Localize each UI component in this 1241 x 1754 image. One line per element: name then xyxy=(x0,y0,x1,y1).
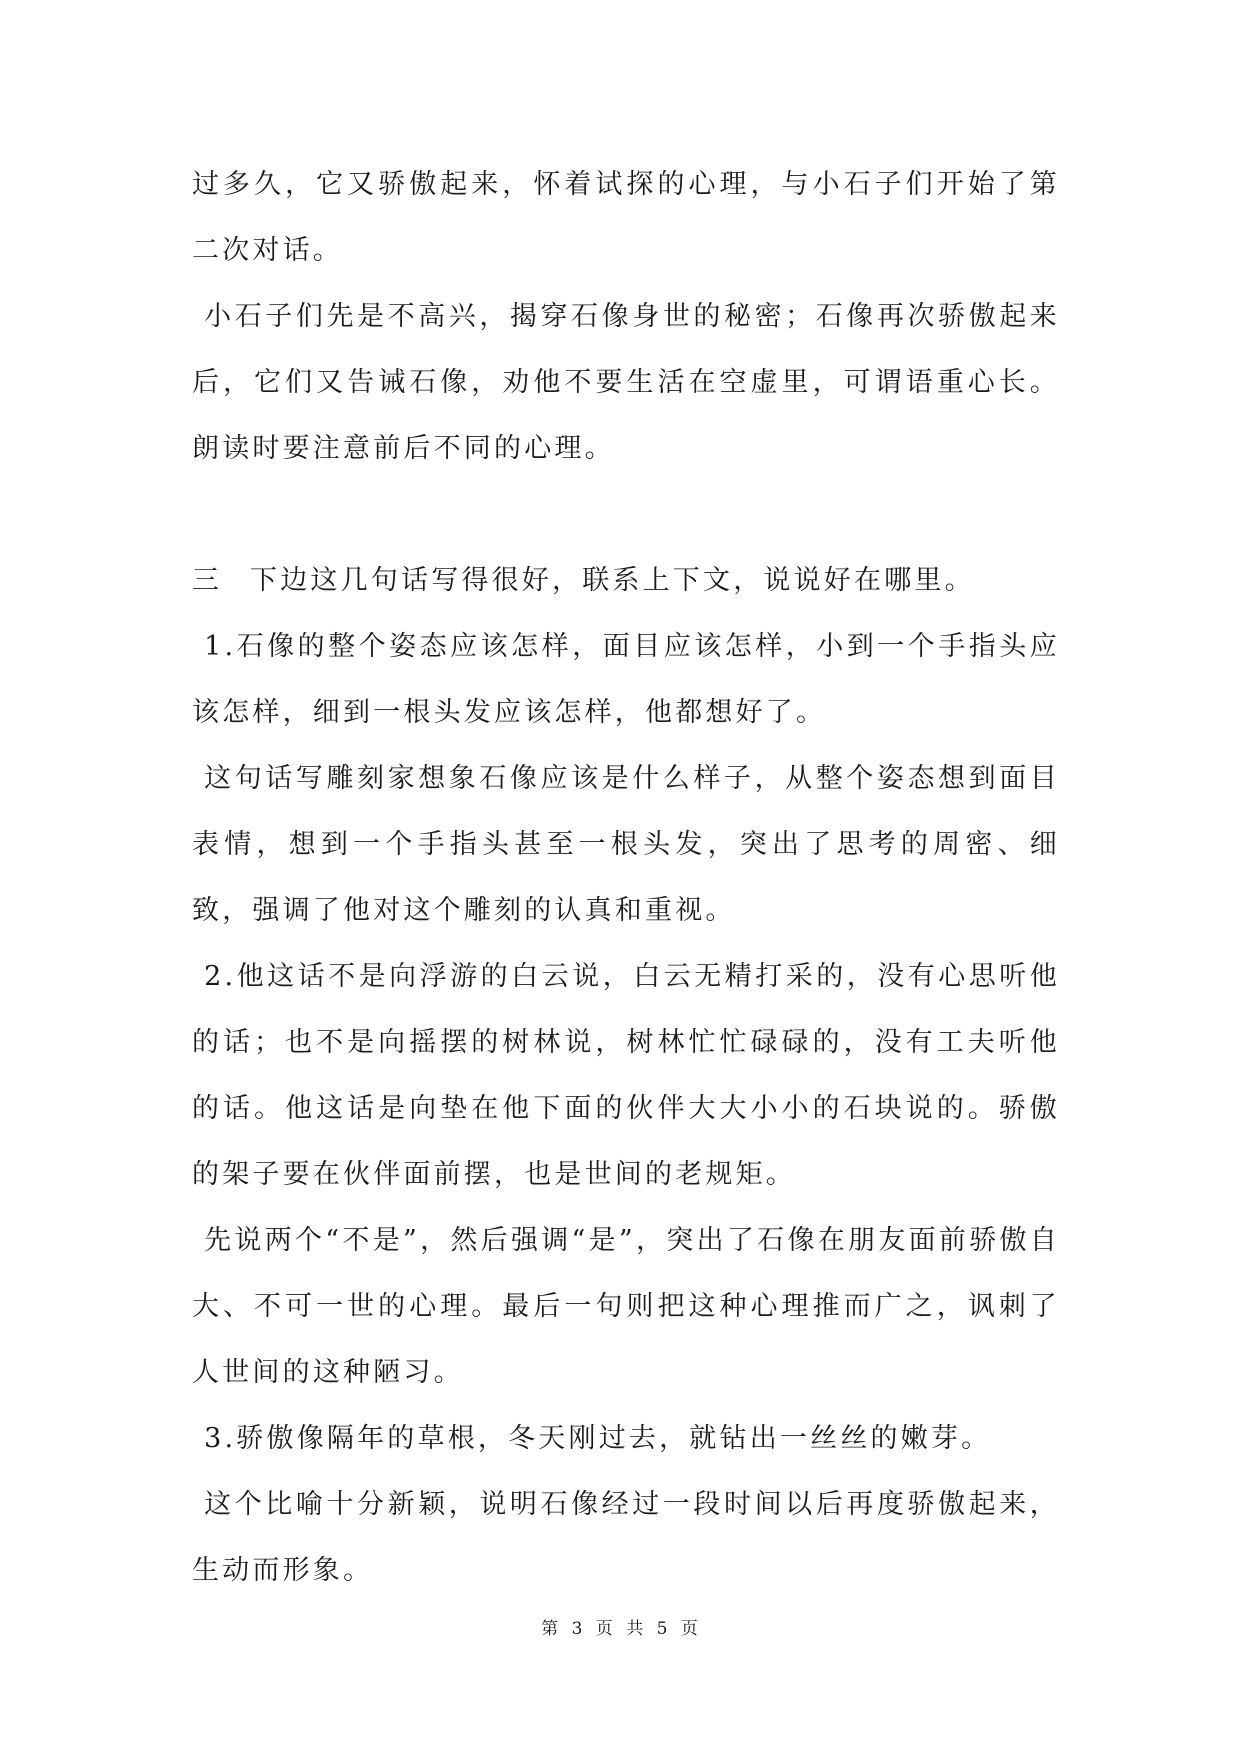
paragraph-continuation: 过多久，它又骄傲起来，怀着试探的心理，与小石子们开始了第二次对话。 xyxy=(192,169,1060,266)
section-heading xyxy=(192,548,1060,614)
spacer xyxy=(192,482,1060,548)
question-3: 3.骄傲像隔年的草根，冬天刚过去，就钻出一丝丝的嫩芽。 xyxy=(204,1423,992,1454)
question-2: 2.他这话不是向浮游的白云说，白云无精打采的，没有心思听他的话；也不是向摇摆的树林说，树林忙忙碌碌的，没有工夫听他的话。他这话是向垫在他下面的伙伴大大小小的石块说的。骄傲的架子要在伙伴面前摆，也是世间的老规矩。 xyxy=(192,961,1060,1190)
question-1: 1.石像的整个姿态应该怎样，面目应该怎样，小到一个手指头应该怎样，细到一根头发应该怎样，他都想好了。 xyxy=(192,631,1060,728)
page-number-footer: 第 3 页 共 5 页 xyxy=(541,1619,700,1639)
section-number: 三 xyxy=(192,565,223,596)
answer-3: 这个比喻十分新颖，说明石像经过一段时间以后再度骄傲起来，生动而形象。 xyxy=(192,1489,1060,1586)
answer-2: 先说两个“不是”，然后强调“是”，突出了石像在朋友面前骄傲自大、不可一世的心理。最后一句则把这种心理推而广之，讽刺了人世间的这种陋习。 xyxy=(192,1225,1060,1388)
page-body xyxy=(192,152,1060,1604)
section-title: 下边这几句话写得很好，联系上下文，说说好在哪里。 xyxy=(250,565,975,596)
answer-1: 这句话写雕刻家想象石像应该是什么样子，从整个姿态想到面目表情，想到一个手指头甚至一根头发，突出了思考的周密、细致，强调了他对这个雕刻的认真和重视。 xyxy=(192,763,1060,926)
paragraph-analysis: 小石子们先是不高兴，揭穿石像身世的秘密；石像再次骄傲起来后，它们又告诫石像，劝他不要生活在空虚里，可谓语重心长。朗读时要注意前后不同的心理。 xyxy=(192,301,1060,464)
